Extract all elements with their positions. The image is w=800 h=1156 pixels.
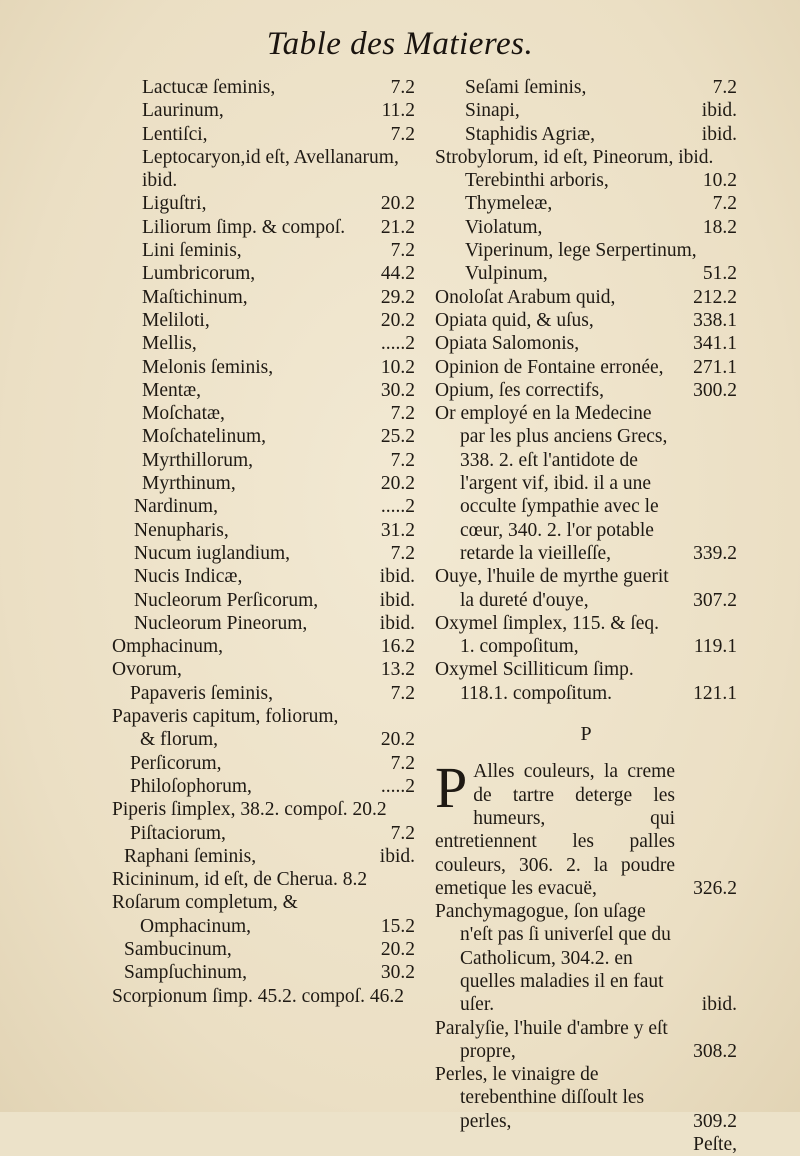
entry-page-ref: 30.2	[380, 379, 415, 401]
entry-text: Raphani ſeminis,	[124, 845, 257, 867]
index-entry	[435, 123, 737, 146]
entry-page-ref: 307.2	[693, 589, 737, 611]
index-entry	[435, 192, 737, 215]
index-entry	[435, 239, 737, 262]
index-entry	[112, 286, 415, 309]
entry-text: Scorpionum ſimp. 45.2. compoſ. 46.2	[112, 985, 404, 1007]
entry-page-ref: 20.2	[380, 309, 415, 331]
entry-page-ref: 10.2	[702, 170, 737, 192]
index-entry	[435, 332, 737, 355]
entry-page-ref: 16.2	[380, 636, 415, 658]
index-entry	[112, 239, 415, 262]
entry-text: Or employé en la Medecine par les plus anciens Grecs, 338. 2. eſt l'antidote de l'argent vif, ibid. il a une occulte ſympathie avec le cœur, 340. 2. l'or potable retarde la vieilleſſe,	[435, 403, 668, 564]
entry-text: Nucleorum Pineorum,	[134, 612, 308, 634]
entry-text: Leptocaryon,id eſt, Avellanarum, ibid.	[142, 146, 399, 192]
entry-text: Sambucinum,	[124, 938, 232, 960]
entry-page-ref: 309.2	[693, 1110, 737, 1132]
entry-text: Melonis ſeminis,	[142, 356, 274, 378]
entry-page-ref: 21.2	[380, 216, 415, 238]
index-entry	[435, 262, 737, 285]
entry-text: Lumbricorum,	[142, 263, 256, 285]
entry-text: Staphidis Agriæ,	[465, 123, 596, 145]
entry-page-ref: 30.2	[380, 962, 415, 984]
entry-page-ref: 20.2	[380, 729, 415, 751]
entry-page-ref: ibid.	[379, 589, 415, 611]
index-entry	[112, 262, 415, 285]
index-entry	[112, 425, 415, 448]
entry-page-ref: .....2	[380, 333, 415, 355]
entry-page-ref: 7.2	[390, 240, 415, 262]
entry-text: Nenupharis,	[134, 519, 229, 541]
entry-page-ref: 271.1	[693, 356, 737, 378]
entry-text: Roſarum completum, & Omphacinum,	[112, 892, 298, 937]
entry-text: Perles, le vinaigre de terebenthine diſſoult les perles,	[435, 1064, 645, 1132]
catchword: Peſte,	[693, 1134, 737, 1156]
entry-text: Mentæ,	[142, 379, 202, 401]
index-entry	[112, 635, 415, 658]
entry-text: Alles couleurs, la creme de tartre deterge les humeurs, qui entretiennent les palles couleurs, 306. 2. la poudre emetique les evacuë,	[435, 761, 675, 899]
entry-page-ref: 7.2	[390, 822, 415, 844]
entry-page-ref: 326.2	[693, 877, 737, 899]
entry-page-ref: ibid.	[379, 845, 415, 867]
index-entry	[112, 891, 415, 938]
entry-page-ref: 7.2	[390, 752, 415, 774]
index-entry	[112, 402, 415, 425]
entry-text: Nardinum,	[134, 496, 218, 518]
entry-page-ref: 18.2	[702, 216, 737, 238]
entry-text: Liliorum ſimp. & compoſ.	[142, 216, 346, 238]
entry-text: Ovorum,	[112, 659, 182, 681]
entry-text: Opium, ſes correctifs,	[435, 379, 604, 401]
entry-page-ref: 300.2	[693, 379, 737, 401]
index-entry	[435, 1063, 737, 1133]
entry-text: Meliloti,	[142, 309, 210, 331]
index-entry	[435, 1017, 737, 1064]
section-letter: P	[580, 723, 592, 746]
entry-text: Lentiſci,	[142, 123, 208, 145]
left-column	[112, 76, 415, 1008]
entry-text: Vulpinum,	[465, 263, 548, 285]
index-entry	[435, 755, 737, 900]
index-entry	[435, 286, 737, 309]
index-entry	[435, 216, 737, 239]
entry-page-ref: 338.1	[693, 309, 737, 331]
entry-page-ref: 20.2	[380, 938, 415, 960]
entry-page-ref: 119.1	[693, 636, 737, 658]
index-entry	[112, 868, 415, 891]
index-entry	[112, 216, 415, 239]
entry-page-ref: 25.2	[380, 426, 415, 448]
index-entry	[112, 682, 415, 705]
entry-text: Oxymel ſimplex, 115. & ſeq. 1. compoſitum,	[435, 612, 660, 658]
index-entry	[435, 76, 737, 99]
entry-page-ref: 20.2	[380, 193, 415, 215]
entry-text: Moſchatæ,	[142, 403, 225, 425]
entry-text: Sinapi,	[465, 100, 520, 122]
index-entry	[112, 798, 415, 821]
entry-text: Ouye, l'huile de myrthe guerit la dureté d'ouye,	[435, 566, 669, 611]
entry-page-ref: 7.2	[390, 123, 415, 145]
entry-text: Panchymagogue, ſon uſage n'eſt pas ſi univerſel que du Catholicum, 304.2. en quelles maladies il en faut uſer.	[435, 901, 671, 1016]
entry-text: Mellis,	[142, 333, 197, 355]
entry-text: Opiata Salomonis,	[435, 333, 580, 355]
entry-text: Paralyſie, l'huile d'ambre y eſt propre,	[435, 1017, 668, 1062]
index-entry	[435, 658, 737, 705]
entry-page-ref: 7.2	[390, 682, 415, 704]
entry-page-ref: 29.2	[380, 286, 415, 308]
index-entry	[112, 519, 415, 542]
entry-text: Myrthillorum,	[142, 449, 254, 471]
drop-cap: P	[435, 755, 468, 821]
entry-page-ref: 7.2	[712, 77, 737, 98]
entry-text: Piperis ſimplex, 38.2. compoſ. 20.2	[112, 799, 387, 821]
entry-page-ref: 7.2	[390, 77, 415, 98]
index-entry	[112, 822, 415, 845]
index-entry	[112, 123, 415, 146]
index-entry	[112, 565, 415, 588]
index-entry	[112, 192, 415, 215]
entry-page-ref: ibid.	[701, 123, 737, 145]
index-entry	[435, 146, 737, 169]
entry-text: Philoſophorum,	[130, 775, 252, 797]
entry-page-ref: 31.2	[380, 519, 415, 541]
entry-text: Ricininum, id eſt, de Cherua. 8.2	[112, 869, 368, 891]
entry-text: Terebinthi arboris,	[465, 170, 609, 192]
entry-page-ref: ibid.	[701, 100, 737, 122]
entry-page-ref: 44.2	[380, 263, 415, 285]
entry-text: Nucis Indicæ,	[134, 566, 243, 588]
entry-text: Sampſuchinum,	[124, 962, 247, 984]
entry-page-ref: .....2	[380, 775, 415, 797]
entry-page-ref: ibid.	[379, 566, 415, 588]
entry-page-ref: 212.2	[693, 286, 737, 308]
entry-text: Piſtaciorum,	[130, 822, 226, 844]
index-entry	[112, 938, 415, 961]
index-entry	[435, 309, 737, 332]
entry-text: Lini ſeminis,	[142, 240, 242, 262]
entry-text: Myrthinum,	[142, 473, 236, 495]
entry-page-ref: 308.2	[693, 1040, 737, 1062]
entry-text: Strobylorum, id eſt, Pineorum, ibid.	[435, 146, 714, 168]
index-entry	[112, 99, 415, 122]
index-entry	[112, 752, 415, 775]
index-entry	[112, 589, 415, 612]
entry-page-ref: 51.2	[702, 263, 737, 285]
index-entry	[112, 309, 415, 332]
entry-page-ref: 7.2	[390, 449, 415, 471]
index-entry	[435, 565, 737, 612]
index-entry	[112, 845, 415, 868]
index-entry	[112, 775, 415, 798]
entry-text: Moſchatelinum,	[142, 426, 267, 448]
index-entry	[112, 449, 415, 472]
entry-text: Lactucæ ſeminis,	[142, 77, 276, 98]
entry-text: Violatum,	[465, 216, 543, 238]
entry-text: Laurinum,	[142, 100, 224, 122]
index-entry	[112, 379, 415, 402]
entry-text: Omphacinum,	[112, 636, 224, 658]
entry-page-ref: 7.2	[390, 403, 415, 425]
entry-page-ref: 15.2	[380, 915, 415, 937]
entry-text: Liguſtri,	[142, 193, 207, 215]
index-entry	[435, 169, 737, 192]
entry-text: Papaveris capitum, foliorum, & florum,	[112, 706, 339, 751]
index-entry	[435, 402, 737, 565]
entry-page-ref: 7.2	[712, 193, 737, 215]
page-title: Table des Matieres.	[266, 26, 534, 62]
index-entry	[112, 146, 415, 193]
index-entry	[112, 985, 415, 1008]
entry-page-ref: ibid.	[701, 994, 737, 1016]
entry-page-ref: 339.2	[693, 542, 737, 564]
entry-page-ref: .....2	[380, 496, 415, 518]
index-entry	[112, 332, 415, 355]
entry-text: Oxymel Scilliticum ſimp. 118.1. compoſitum.	[435, 659, 634, 704]
entry-text: Thymeleæ,	[465, 193, 553, 215]
index-entry	[435, 379, 737, 402]
index-entry	[435, 612, 737, 659]
entry-text: Opinion de Fontaine erronée,	[435, 356, 664, 378]
entry-page-ref: 341.1	[693, 333, 737, 355]
entry-text: Papaveris ſeminis,	[130, 682, 273, 704]
index-entry	[435, 99, 737, 122]
index-entry	[112, 76, 415, 99]
index-entry	[112, 542, 415, 565]
entry-text: Perſicorum,	[130, 752, 222, 774]
entry-page-ref: 121.1	[693, 682, 737, 704]
entry-page-ref: 7.2	[390, 542, 415, 564]
entry-page-ref: 20.2	[380, 473, 415, 495]
entry-text: Viperinum, lege Serpertinum,	[465, 240, 697, 262]
right-column	[435, 76, 737, 1156]
entry-text: Opiata quid, & uſus,	[435, 309, 594, 331]
entry-page-ref: 11.2	[381, 100, 415, 122]
entry-page-ref: 13.2	[380, 659, 415, 681]
index-entry	[112, 356, 415, 379]
entry-page-ref: ibid.	[379, 612, 415, 634]
entry-text: Nucleorum Perſicorum,	[134, 589, 319, 611]
index-entry	[435, 356, 737, 379]
index-entry	[112, 612, 415, 635]
index-entry	[112, 472, 415, 495]
index-entry	[112, 658, 415, 681]
entry-text: Nucum iuglandium,	[134, 542, 290, 564]
entry-page-ref: 10.2	[380, 356, 415, 378]
index-entry	[112, 705, 415, 752]
index-entry	[435, 900, 737, 1016]
entry-text: Seſami ſeminis,	[465, 77, 587, 98]
index-entry	[112, 495, 415, 518]
entry-text: Onoloſat Arabum quid,	[435, 286, 616, 308]
entry-text: Maſtichinum,	[142, 286, 248, 308]
index-entry	[112, 961, 415, 984]
